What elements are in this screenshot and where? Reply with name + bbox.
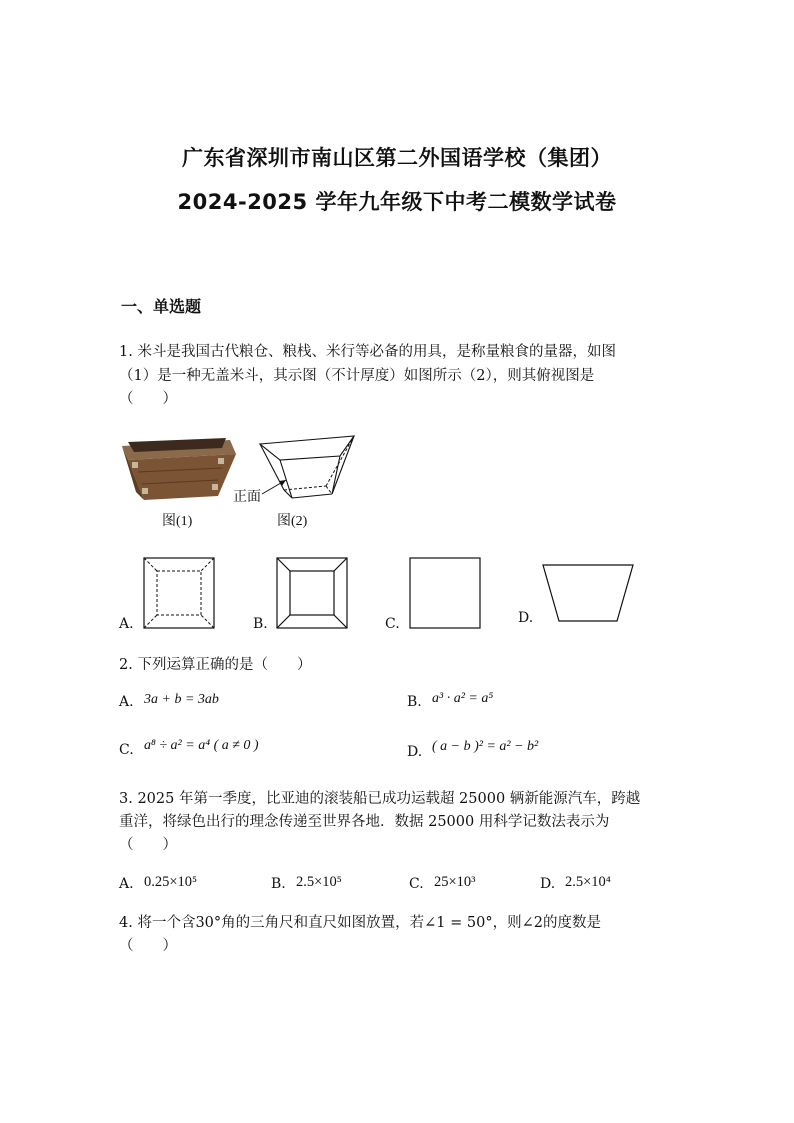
q1-option-b-label[interactable]: B. [253,616,268,632]
q3-answer-paren: （ ） [119,837,177,853]
q2-stem: 2. 下列运算正确的是（ ） [119,657,312,673]
q1-option-b-figure[interactable] [276,557,348,629]
q2-option-c-expr: a⁸ ÷ a² = a⁴ ( a ≠ 0 ) [144,738,259,753]
q3-option-c-label[interactable]: C. [409,876,424,892]
q2-option-b-label[interactable]: B. [407,694,422,710]
q3-option-a-label[interactable]: A. [119,876,134,892]
q1-option-c-figure[interactable] [409,557,481,629]
q2-option-a-label[interactable]: A. [119,694,134,710]
front-face-label: 正面 [233,489,261,505]
q3-option-b-label[interactable]: B. [271,876,286,892]
q2-option-d-label[interactable]: D. [407,744,423,760]
q1-option-d-figure[interactable] [542,564,634,622]
section-heading-single-choice: 一、单选题 [121,297,202,316]
q4-answer-paren: （ ） [119,938,177,954]
exam-title-line1: 广东省深圳市南山区第二外国语学校（集团） [182,146,612,170]
wooden-measure-photo [118,432,238,504]
q2-option-b-expr: a³ · a² = a⁵ [432,691,494,706]
q3-line2: 重洋，将绿色出行的理念传递至世界各地．数据 25000 用科学记数法表示为 [119,814,610,830]
q3-option-b-expr: 2.5×10⁵ [296,874,342,890]
q2-option-a-expr: 3a + b = 3ab [144,692,219,707]
q1-line1: 1. 米斗是我国古代粮仓、粮栈、米行等必备的用具，是称量粮食的量器，如图 [119,344,616,360]
q3-line1: 3. 2025 年第一季度，比亚迪的滚装船已成功运载超 25000 辆新能源汽车，跨越 [119,791,641,807]
figure2-caption: 图(2) [277,514,308,529]
q1-option-a-figure[interactable] [143,557,215,629]
q1-option-d-label[interactable]: D. [518,610,534,626]
figure1-caption: 图(1) [162,514,193,529]
exam-title-line2: 2024-2025 学年九年级下中考二模数学试卷 [177,190,617,214]
q4-line1: 4. 将一个含30°角的三角尺和直尺如图放置，若∠1 = 50°，则∠2的度数是 [119,915,601,931]
q1-line2: （1）是一种无盖米斗，其示图（不计厚度）如图所示（2），则其俯视图是 [119,368,595,384]
q3-option-a-expr: 0.25×10⁵ [144,874,198,890]
q1-option-c-label[interactable]: C. [385,616,400,632]
q1-option-a-label[interactable]: A. [119,616,134,632]
q2-option-d-expr: ( a − b )² = a² − b² [432,739,539,754]
q2-option-c-label[interactable]: C. [119,742,134,758]
q3-option-d-label[interactable]: D. [540,876,556,892]
q3-option-d-expr: 2.5×10⁴ [565,874,611,890]
q3-option-c-expr: 25×10³ [434,874,476,890]
q1-answer-paren: （ ） [119,391,177,407]
